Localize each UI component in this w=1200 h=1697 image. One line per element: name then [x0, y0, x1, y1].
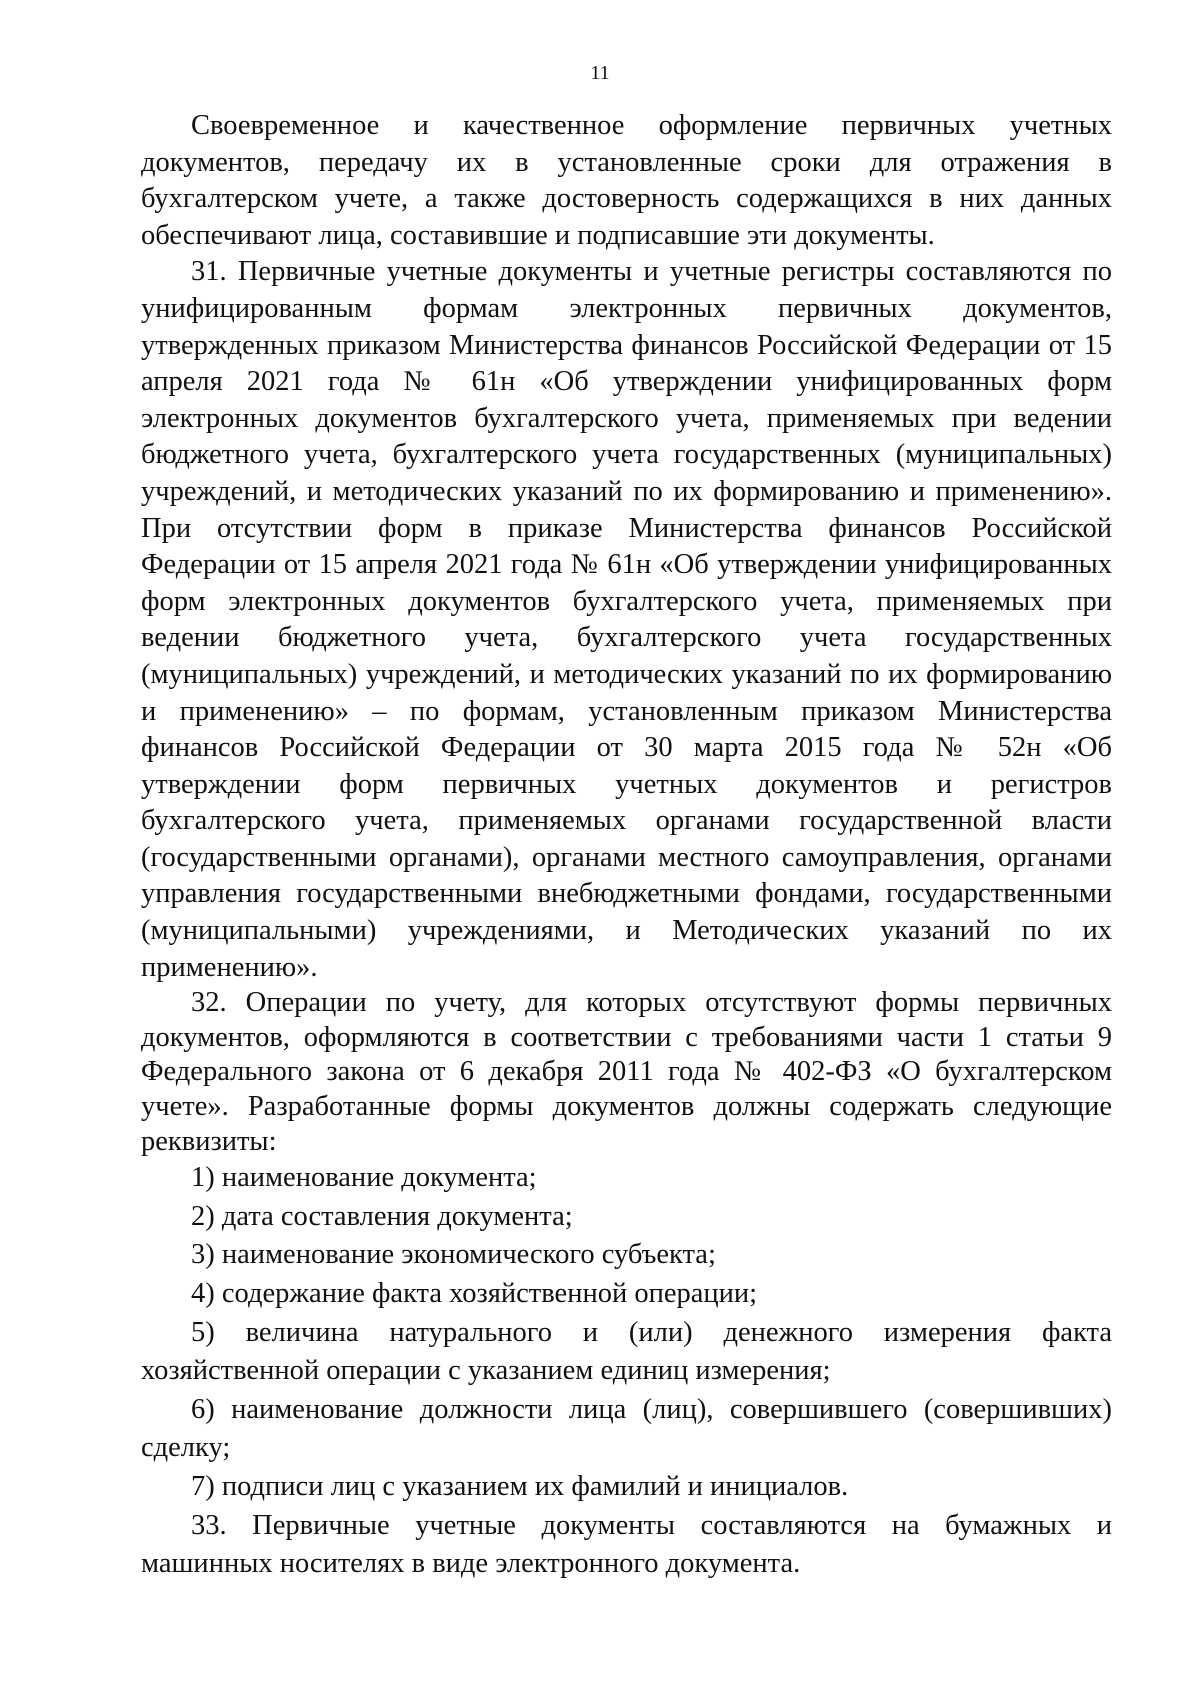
requisite-item-6: 6) наименование должности лица (лиц), совершившего (совершивших) сделку;: [141, 1393, 1112, 1464]
requisite-item-7: 7) подписи лиц с указанием их фамилий и инициалов.: [191, 1470, 849, 1502]
document-body: [141, 108, 1112, 1584]
paragraph-32: 32. Операции по учету, для которых отсутствуют формы первичных документов, оформляются в соответствии с требованиями части 1 статьи 9 Федерального закона от 6 декабря 2011 года № 402-ФЗ «О бухгалтерском учете». Разработанные формы документов должны содержать следующие реквизиты:: [141, 987, 1112, 1157]
paragraph-intro: Своевременное и качественное оформление первичных учетных документов, передачу их в установленные сроки для отражения в бухгалтерском учете, а также достоверность содержащихся в них данных обеспечивают лица, составившие и подписавшие эти документы.: [141, 110, 1112, 251]
requisite-item-5: 5) величина натурального и (или) денежного измерения факта хозяйственной операции с указанием единиц измерения;: [141, 1316, 1112, 1387]
requisite-item-4: 4) содержание факта хозяйственной операции;: [191, 1278, 758, 1309]
paragraph-31: 31. Первичные учетные документы и учетные регистры составляются по унифицированным формам электронных первичных документов, утвержденных приказом Министерства финансов Российской Федерации от 15 апреля 2021 года № 61н «Об утверждении унифицированных форм электронных документов бухгалтерского учета, применяемых при ведении бюджетного учета, бухгалтерского учета государственных (муниципальных) учреждений, и методических указаний по их формированию и применению». При отсутствии форм в приказе Министерства финансов Российской Федерации от 15 апреля 2021 года № 61н «Об утверждении унифицированных форм электронных документов бухгалтерского учета, применяемых при ведении бюджетного учета, бухгалтерского учета государственных (муниципальных) учреждений, и методических указаний по их формированию и применению» – по формам, установленным приказом Министерства финансов Российской Федерации от 30 марта 2015 года № 52н «Об утверждении форм первичных учетных документов и регистров бухгалтерского учета, применяемых органами государственной власти (государственными органами), органами местного самоуправления, органами управления государственными внебюджетными фондами, государственными (муниципальными) учреждениями, и Методических указаний по их применению».: [141, 256, 1112, 983]
requisite-item-2: 2) дата составления документа;: [191, 1200, 573, 1232]
page-number: 11: [590, 62, 610, 84]
requisite-item-3: 3) наименование экономического субъекта;: [191, 1239, 716, 1271]
requisite-item-1: 1) наименование документа;: [191, 1162, 537, 1194]
paragraph-33: 33. Первичные учетные документы составляются на бумажных и машинных носителях в виде электронного документа.: [141, 1509, 1112, 1580]
